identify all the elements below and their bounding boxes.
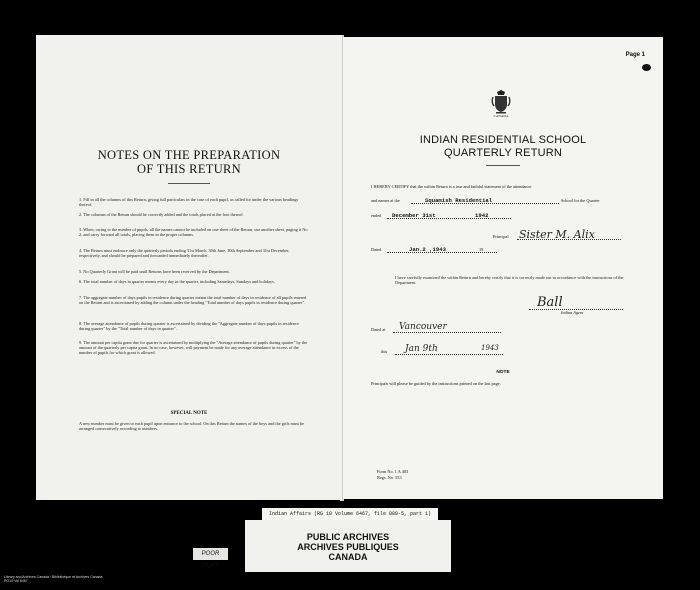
- crest-label: CANADA: [493, 114, 509, 118]
- stamp-line1: PUBLIC ARCHIVES: [306, 532, 390, 542]
- dated-value: Jan.2 ,1943: [409, 246, 446, 253]
- note-8: 8. The average attendance of pupils during quarter is ascertained by dividing the "Aggregate number of days pupils in residence during quarter" by the "Total number of days in quarter".: [79, 321, 299, 332]
- dated-year-suffix: 19: [479, 247, 484, 252]
- agent-signature: Ball: [537, 295, 563, 310]
- certify-line1: I HEREBY CERTIFY that the within Return is a true and faithful statement of the attendance: [371, 184, 532, 189]
- form-number: Form No. 1 A 403: [377, 469, 409, 474]
- agent-statement: I have carefully examined the within Return and hereby certify that it is correctly made out in accordance with the instructions of the Department.: [395, 275, 624, 286]
- note-2: 2. The columns of the Return should be correctly added and the totals placed at the foot thereof.: [79, 212, 244, 217]
- this-year: 1943: [481, 344, 499, 352]
- note-5: 5. No Quarterly Grant will be paid until Returns have been received by the Department.: [79, 269, 230, 274]
- note-6: 6. The total number of days in quarter means every day in the quarter, including Saturdays, Sundays and holidays.: [79, 279, 275, 284]
- credit-line2: RG10 Vol 6467: [4, 579, 28, 583]
- this-value: Jan 9th: [405, 344, 438, 354]
- ink-blot: [642, 64, 651, 71]
- notes-title-line1: NOTES ON THE PREPARATION: [97, 148, 281, 162]
- note-heading: NOTE: [496, 370, 510, 375]
- school-name: Squamish Residential: [425, 197, 493, 204]
- dated-at-value: Vancouver: [399, 322, 447, 332]
- title-divider: [168, 183, 210, 184]
- this-label: this: [381, 349, 388, 354]
- dated-at-line: [393, 332, 501, 333]
- ended-label: ended: [371, 213, 382, 218]
- certify-prefix: and names at the: [371, 198, 400, 203]
- quarter-year: 1942: [475, 212, 489, 219]
- principal-label: Principal: [493, 234, 509, 239]
- return-title-line1: INDIAN RESIDENTIAL SCHOOL: [419, 134, 587, 146]
- right-page: [343, 37, 663, 499]
- note-7: 7. The aggregate number of days pupils in residence during quarter means the total number of days in residence of all pupils entered on the Return and is ascertained by adding the column under the heading "Total number of days pupils in residence during quarter".: [79, 295, 307, 306]
- certify-suffix: School for the Quarter: [561, 198, 600, 203]
- form-reference: Regs. No. 553: [377, 475, 402, 480]
- note-text: Principals will please be guided by the instructions printed on the last page.: [371, 381, 501, 386]
- title-divider: [486, 165, 520, 166]
- dated-label: Dated: [371, 247, 382, 252]
- stamp-line2: ARCHIVES PUBLIQUES: [297, 542, 399, 552]
- dated-at-label: Dated at: [371, 327, 386, 332]
- this-date-line: [395, 354, 503, 355]
- note-4: 4. The Return must embrace only the quarterly periods ending 31st March, 30th June, 30th September and 31st December, respectively, and should be prepared and forwarded immediately thereafter.: [79, 248, 290, 259]
- poor-copy-label: POOR COPY: [193, 548, 228, 560]
- notes-title: [36, 148, 342, 176]
- notes-title-line2: OF THIS RETURN: [137, 162, 241, 176]
- return-title-line2: QUARTERLY RETURN: [443, 147, 563, 159]
- page-number: Page 1: [625, 52, 645, 58]
- special-note-heading: SPECIAL NOTE: [170, 411, 208, 416]
- image-credit: [4, 575, 102, 583]
- agent-title: Indian Agent: [561, 310, 584, 315]
- public-archives-stamp: [245, 520, 451, 572]
- quarter-end: December 31st: [392, 212, 436, 219]
- return-title: [343, 134, 663, 160]
- left-page: [36, 35, 342, 500]
- archive-reference-label: Indian Affairs (RG 10 Volume 6467, file 889-5, part 1): [262, 508, 438, 520]
- note-1: 1. Fill in all the columns of this Return, giving full particulars in the case of each pupil, as called for under the various headings thereof.: [79, 197, 299, 208]
- note-3: 3. When, owing to the number of pupils, all the names cannot be included on one sheet of the Return, use another sheet, paging it No 2, and carry forward all totals, placing them in the proper columns.: [79, 227, 308, 238]
- stamp-line3: CANADA: [328, 552, 368, 562]
- note-9: 9. The amount per capita grant due for quarter is ascertained by multiplying the "Average attendance of pupils during quarter" by the amount of the quarterly per capita grant. In no case, however, will payment be made for any average attendance in excess of the number of pupils for which grant is allowed.: [79, 340, 308, 356]
- principal-signature: Sister M. Alix: [519, 228, 595, 241]
- special-note-text: A new number must be given to each pupil upon entrance to the school. On this Return the names of the boys and the girls must be arranged consecutively according to numbers.: [79, 421, 304, 432]
- credit-line1: Library and Archives Canada / Bibliothèque et Archives Canada: [4, 575, 103, 579]
